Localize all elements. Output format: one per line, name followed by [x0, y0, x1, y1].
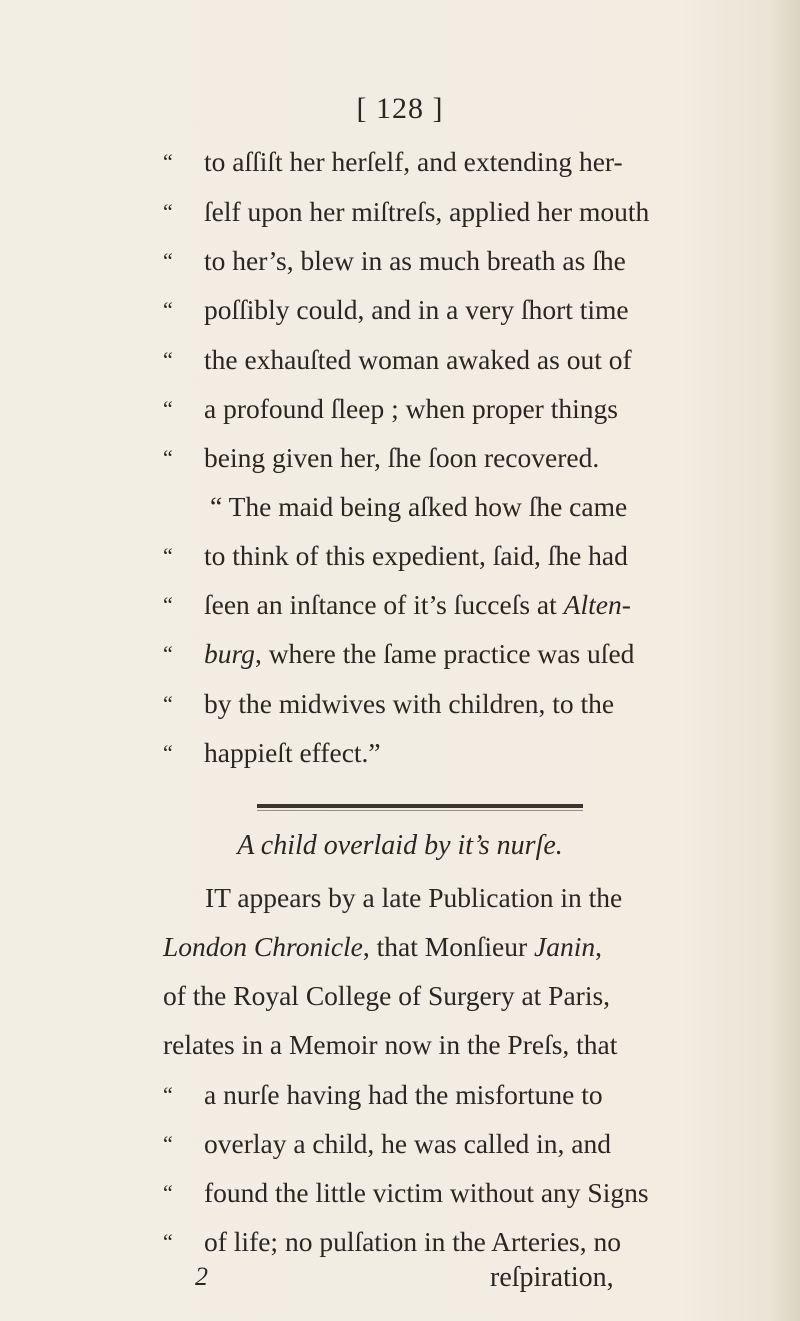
line-text: to think of this expedient, ſaid, ſhe had: [204, 540, 628, 571]
line-text: relates in a Memoir now in the Preſs, that: [163, 1029, 618, 1060]
line-text: to her’s, blew in as much breath as ſhe: [204, 245, 626, 276]
line-text: [204, 636, 634, 672]
quote-mark: “: [163, 1082, 173, 1107]
line-text: a nurſe having had the misfortune to: [204, 1079, 603, 1110]
quote-mark: “: [163, 641, 173, 666]
line-text-part: ſeen an inſtance of it’s ſucceſs at: [204, 589, 564, 620]
line-text: poſſibly could, and in a very ſhort time: [204, 294, 629, 325]
place-name-italic: Alten-: [563, 589, 631, 620]
catchword: reſpiration,: [490, 1262, 614, 1293]
line-text: a profound ſleep ; when proper things: [204, 393, 618, 424]
line-text: IT appears by a late Publication in the: [205, 882, 623, 913]
quote-mark: “: [163, 592, 173, 617]
line-text: found the little victim without any Signs: [204, 1177, 649, 1208]
quote-mark: “: [163, 740, 173, 765]
line-text: of life; no pulſation in the Arteries, no: [204, 1226, 621, 1257]
place-name-italic: burg: [204, 638, 255, 669]
line-text: [163, 929, 602, 965]
quote-mark: “: [163, 691, 173, 716]
line-text: ſelf upon her miſtreſs, applied her mouth: [204, 196, 650, 227]
quote-mark: “: [163, 248, 173, 273]
quote-mark: “: [163, 1180, 173, 1205]
quote-mark: “: [163, 1229, 173, 1254]
page-edge-shadow: [770, 0, 800, 1321]
quote-mark: “: [163, 543, 173, 568]
page-number: [ 128 ]: [356, 92, 444, 125]
line-text-part: , that Monſieur: [362, 931, 534, 962]
quote-mark: “: [163, 199, 173, 224]
publication-title-italic: London Chronicle: [163, 931, 363, 962]
line-text: being given her, ſhe ſoon recovered.: [204, 442, 600, 473]
quote-mark: “: [163, 347, 173, 372]
section-heading: A child overlaid by it’s nurſe.: [237, 830, 563, 861]
line-text-part: , where the ſame practice was uſed: [254, 638, 635, 669]
signature-mark: 2: [195, 1262, 208, 1291]
line-text: overlay a child, he was called in, and: [204, 1128, 611, 1159]
quote-mark: “: [163, 445, 173, 470]
line-text: to aſſiſt her herſelf, and extending her-: [204, 146, 623, 177]
line-text: the exhauſted woman awaked as out of: [204, 344, 632, 375]
quote-mark: “: [163, 396, 173, 421]
line-text-part: ,: [595, 931, 602, 962]
quote-mark: “: [163, 149, 173, 174]
section-divider: [257, 804, 583, 808]
line-text: happieſt effect.”: [204, 737, 381, 768]
line-text: “ The maid being aſked how ſhe came: [210, 491, 628, 522]
line-text: [204, 587, 631, 623]
quote-mark: “: [163, 297, 173, 322]
person-name-italic: Janin: [533, 931, 596, 962]
quote-mark: “: [163, 1131, 173, 1156]
line-text: by the midwives with children, to the: [204, 688, 615, 719]
line-text: of the Royal College of Surgery at Paris,: [163, 980, 611, 1011]
